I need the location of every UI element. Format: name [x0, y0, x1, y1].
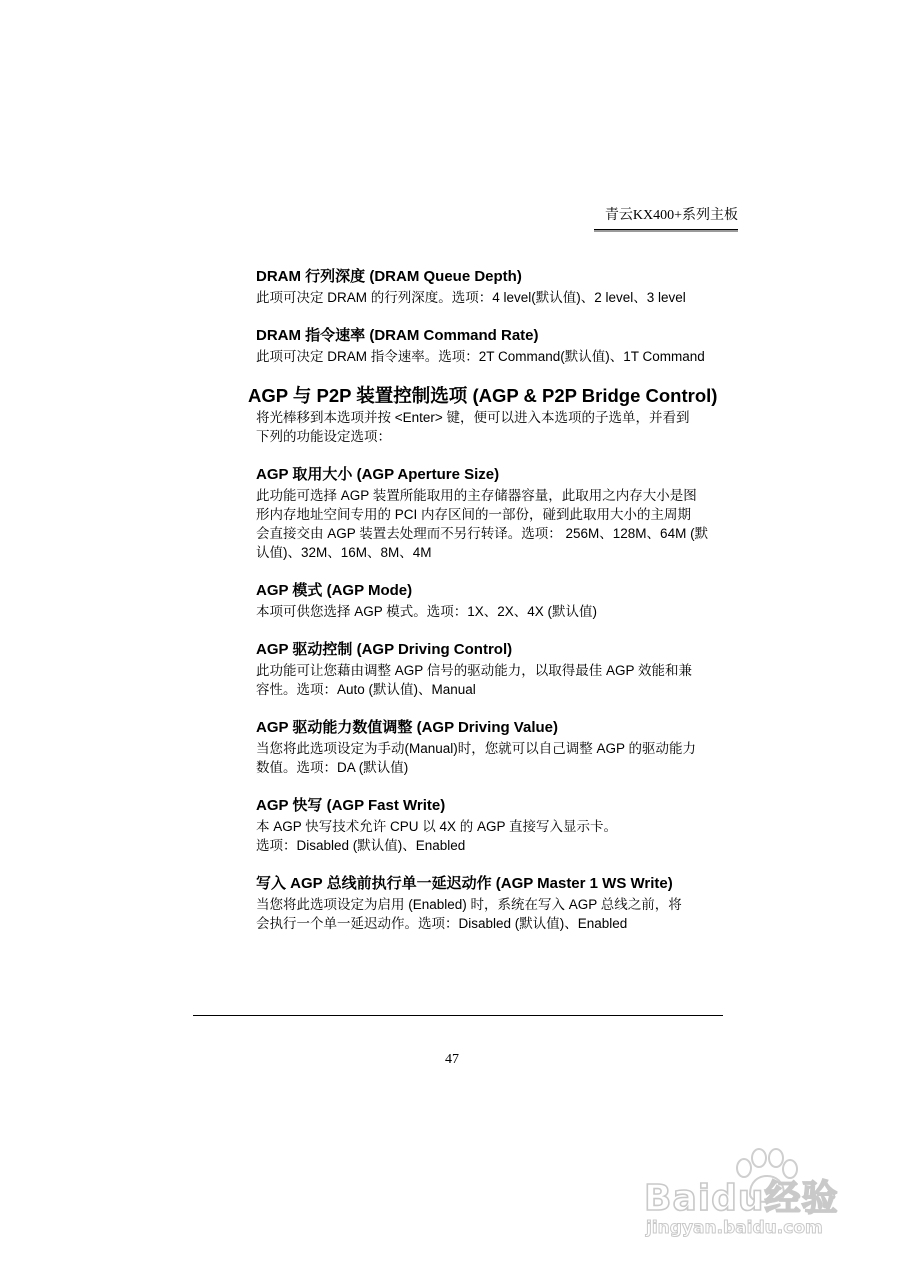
body-line: 当您将此选项设定为手动(Manual)时，您就可以自己调整 AGP 的驱动能力	[256, 741, 697, 756]
footer-rule	[193, 1015, 723, 1016]
body-line: 选项：Disabled (默认值)、Enabled	[256, 838, 466, 853]
watermark-brand: Baidu经验	[644, 1178, 839, 1219]
section-body	[256, 288, 740, 307]
baidu-jingyan-watermark	[640, 1148, 880, 1258]
body-line: 此项可决定 DRAM 的行列深度。选项：4 level(默认值)、2 level、3 level	[256, 290, 686, 305]
body-line: 此功能可让您藉由调整 AGP 信号的驱动能力，以取得最佳 AGP 效能和兼	[256, 663, 693, 678]
body-line: 会直接交由 AGP 装置去处理而不另行转译。选项： 256M、128M、64M (默	[256, 526, 709, 541]
watermark-url: jingyan.baidu.com	[646, 1218, 823, 1238]
section-body	[256, 739, 740, 777]
section-body	[256, 661, 740, 699]
section-agp-p2p-bridge-control	[248, 384, 740, 446]
body-line: 本 AGP 快写技术允许 CPU 以 4X 的 AGP 直接写入显示卡。	[256, 819, 618, 834]
body-line: 当您将此选项设定为启用 (Enabled) 时，系统在写入 AGP 总线之前，将	[256, 897, 682, 912]
section-agp-mode	[256, 580, 740, 621]
body-line: 数值。选项：DA (默认值)	[256, 760, 409, 775]
body-line: 认值)、32M、16M、8M、4M	[256, 545, 432, 560]
running-header	[594, 204, 738, 230]
body-line: 容性。选项：Auto (默认值)、Manual	[256, 682, 476, 697]
body-line: 形内存地址空间专用的 PCI 内存区间的一部份，碰到此取用大小的主周期	[256, 507, 692, 522]
section-agp-master-1ws-write	[256, 873, 740, 933]
section-title: AGP 模式 (AGP Mode)	[256, 582, 413, 599]
section-dram-queue-depth	[256, 266, 740, 307]
section-title: 写入 AGP 总线前执行单一延迟动作 (AGP Master 1 WS Write)	[256, 875, 673, 892]
section-body	[256, 408, 740, 446]
section-title: AGP 驱动控制 (AGP Driving Control)	[256, 641, 513, 658]
section-body	[256, 895, 740, 933]
document-body	[248, 266, 740, 951]
section-body	[256, 817, 740, 855]
section-title: AGP 取用大小 (AGP Aperture Size)	[256, 466, 500, 483]
section-body	[256, 486, 740, 562]
section-title: DRAM 指令速率 (DRAM Command Rate)	[256, 327, 539, 344]
section-title: AGP 快写 (AGP Fast Write)	[256, 797, 446, 814]
section-agp-driving-value	[256, 717, 740, 777]
section-body	[256, 602, 740, 621]
section-agp-driving-control	[256, 639, 740, 699]
body-line: 下列的功能设定选项：	[256, 429, 391, 444]
body-line: 本项可供您选择 AGP 模式。选项：1X、2X、4X (默认值)	[256, 604, 598, 619]
body-line: 此项可决定 DRAM 指令速率。选项：2T Command(默认值)、1T Command	[256, 349, 705, 364]
body-line: 会执行一个单一延迟动作。选项：Disabled (默认值)、Enabled	[256, 916, 628, 931]
body-line: 将光棒移到本选项并按 <Enter> 键，便可以进入本选项的子选单，并看到	[256, 410, 690, 425]
header-title: 青云KX400+系列主板	[604, 208, 738, 223]
major-section-title: AGP 与 P2P 装置控制选项 (AGP & P2P Bridge Control)	[248, 385, 718, 406]
page-number: 47	[445, 1052, 459, 1067]
section-dram-command-rate	[256, 325, 740, 366]
section-title: DRAM 行列深度 (DRAM Queue Depth)	[256, 268, 522, 285]
body-line: 此功能可选择 AGP 装置所能取用的主存储器容量，此取用之内存大小是图	[256, 488, 697, 503]
section-agp-aperture-size	[256, 464, 740, 562]
section-title: AGP 驱动能力数值调整 (AGP Driving Value)	[256, 719, 558, 736]
section-body	[256, 347, 740, 366]
section-agp-fast-write	[256, 795, 740, 855]
